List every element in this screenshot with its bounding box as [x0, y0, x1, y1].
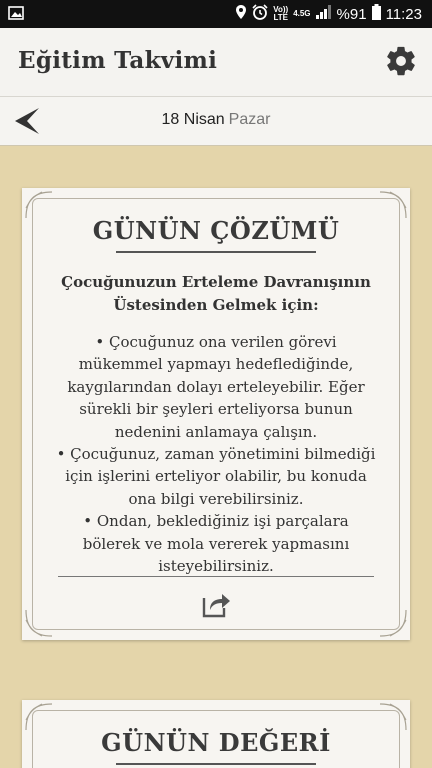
body-line: için işlerini erteliyor olabilir, bu konuda: [65, 467, 367, 486]
body-line: • Çocuğunuz ona verilen görevi: [95, 333, 337, 351]
value-card: [22, 700, 410, 768]
date-text: 18 Nisan: [161, 111, 225, 128]
body-line: bölerek ve mola vererek yapmasını: [82, 534, 350, 553]
body-line: mükemmel yapmayı hedeflediğinde,: [78, 355, 354, 374]
subtitle-line: Çocuğunuzun Erteleme Davranışının: [61, 273, 371, 291]
card-subtitle: [22, 271, 410, 317]
solution-card: [22, 188, 410, 640]
body-line: ona bilgi verebilirsiniz.: [128, 489, 304, 508]
card-title: GÜNÜN ÇÖZÜMÜ: [92, 216, 340, 245]
location-icon: [235, 4, 247, 24]
body-line: nedenini anlamaya çalışın.: [114, 422, 318, 441]
card-body: [22, 331, 410, 577]
subtitle-line: Üstesinden Gelmek için:: [113, 296, 319, 314]
gear-icon[interactable]: [384, 44, 418, 78]
title-underline: [116, 763, 316, 765]
day-text: Pazar: [228, 111, 271, 128]
card-title: GÜNÜN DEĞERİ: [101, 728, 331, 757]
battery-icon: [372, 4, 381, 24]
corner-ornament-icon: [378, 608, 408, 638]
title-underline: [116, 251, 316, 253]
body-line: • Ondan, beklediğiniz işi parçalara: [83, 512, 349, 531]
body-line: kaygılarından dolayı erteleyebilir. Eğer: [67, 377, 365, 396]
date-label: [0, 111, 432, 129]
corner-ornament-icon: [24, 608, 54, 638]
body-line: isteyebilirsiniz.: [158, 557, 274, 576]
signal-icon: [316, 5, 332, 23]
battery-percent: %91: [336, 5, 367, 23]
volte-indicator: Vo)) LTE: [273, 5, 289, 22]
network-indicator: 4.5G: [293, 9, 311, 18]
card-divider: [58, 576, 374, 577]
app-title: Eğitim Takvimi: [18, 47, 218, 74]
gallery-icon: [8, 5, 24, 25]
date-bar: [0, 97, 432, 146]
body-line: • Çocuğunuz, zaman yönetimini bilmediği: [56, 445, 376, 464]
content-area: [0, 146, 432, 768]
clock: 11:23: [385, 5, 422, 23]
status-bar: [0, 0, 432, 28]
share-icon[interactable]: [200, 588, 232, 620]
alarm-icon: [252, 4, 268, 24]
app-bar: [0, 28, 432, 97]
body-line: sürekli bir şeyleri erteliyorsa bunun: [79, 400, 353, 419]
